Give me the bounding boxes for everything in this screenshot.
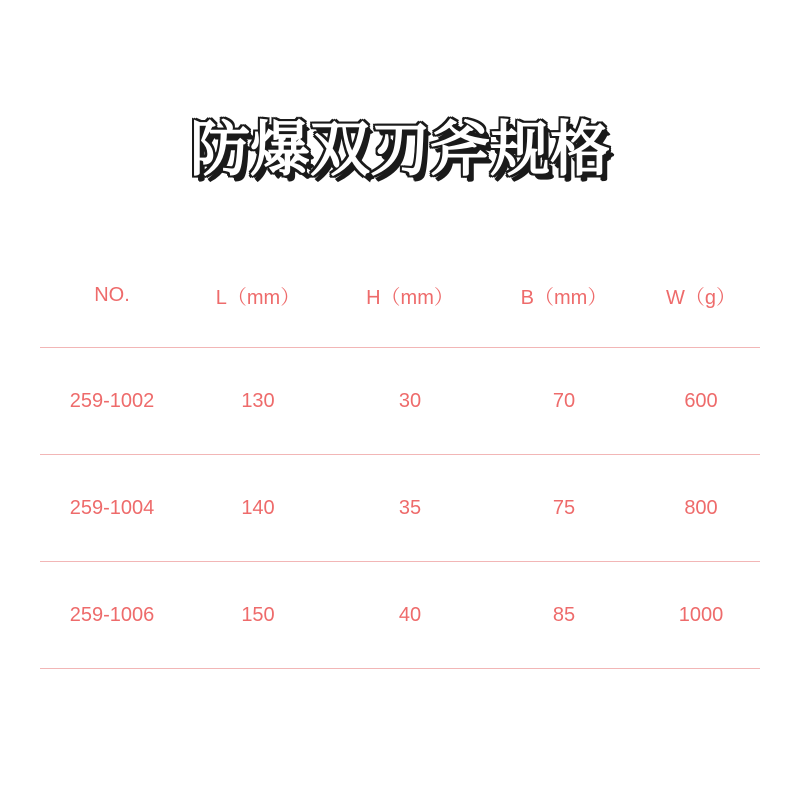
header-length: L（mm）	[215, 287, 301, 309]
header-no: NO.	[94, 284, 130, 306]
cell-height: 35	[398, 496, 422, 519]
cell-blade: 70	[552, 389, 576, 412]
table-row	[40, 348, 760, 455]
cell-weight: 600	[684, 389, 718, 412]
cell-length: 130	[241, 389, 275, 412]
cell-weight: 800	[684, 496, 718, 519]
cell-no: 259-1004	[69, 496, 155, 519]
table-row	[40, 562, 760, 669]
page-title: 防爆双刃斧规格	[190, 115, 610, 185]
cell-no: 259-1002	[69, 389, 155, 412]
spec-table	[40, 244, 760, 669]
header-height: H（mm）	[366, 287, 454, 309]
cell-no: 259-1006	[69, 603, 155, 626]
cell-blade: 85	[552, 603, 576, 626]
header-blade: B（mm）	[520, 287, 608, 309]
table-row	[40, 455, 760, 562]
cell-length: 150	[241, 603, 275, 626]
table-header-row	[40, 244, 760, 348]
cell-length: 140	[241, 496, 275, 519]
cell-blade: 75	[552, 496, 576, 519]
cell-height: 30	[398, 389, 422, 412]
cell-height: 40	[398, 603, 422, 626]
header-weight: W（g）	[666, 287, 736, 309]
cell-weight: 1000	[678, 603, 724, 626]
